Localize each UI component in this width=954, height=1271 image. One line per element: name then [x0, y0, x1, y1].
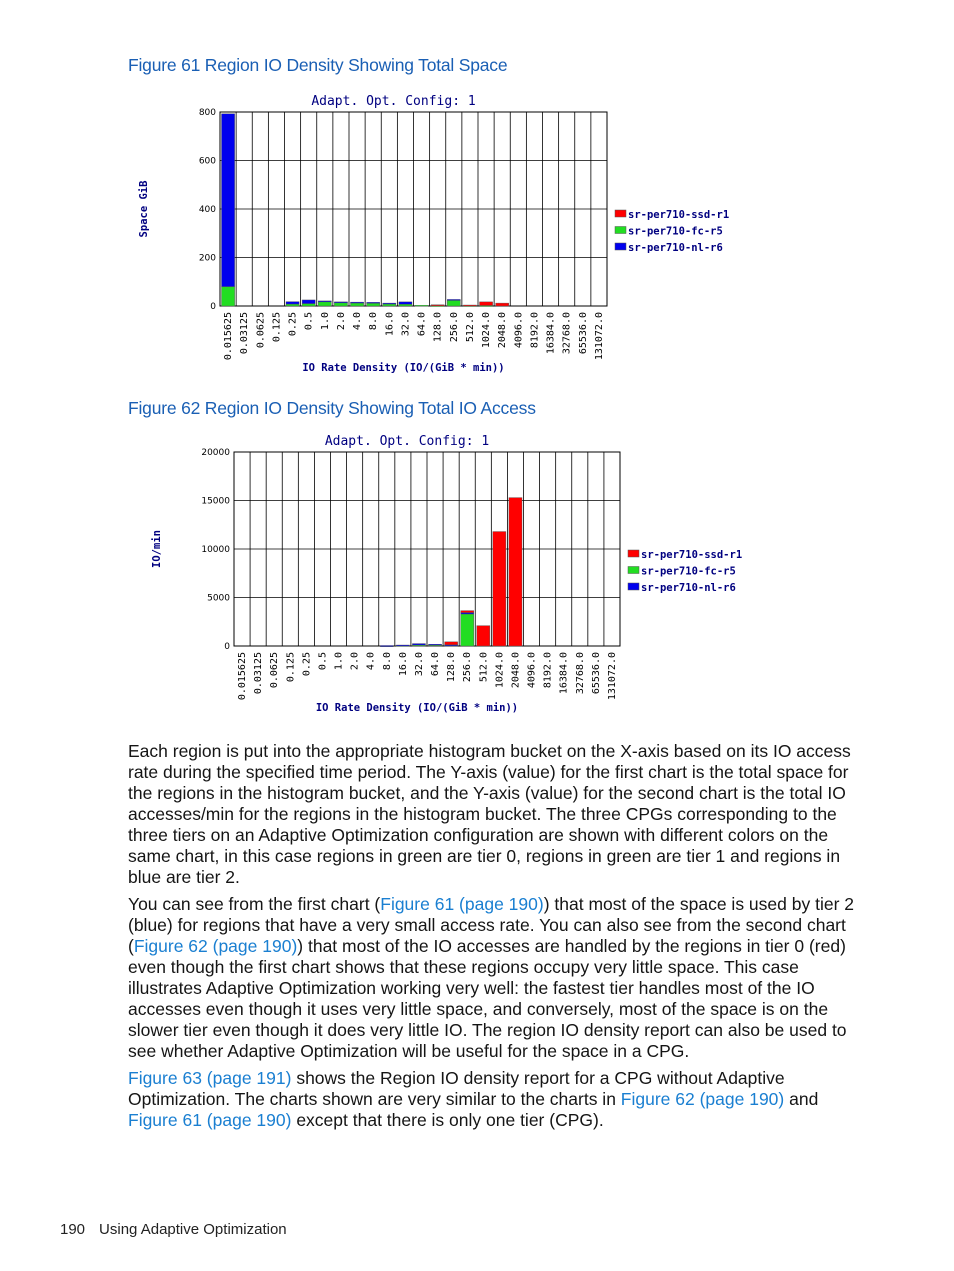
x-tick-label: 131072.0	[593, 312, 605, 361]
x-tick-label: 131072.0	[606, 652, 618, 701]
legend-label: sr-per710-ssd-r1	[628, 209, 730, 221]
legend-swatch	[628, 550, 639, 557]
bar-segment	[380, 646, 393, 647]
x-tick-label: 8192.0	[542, 652, 554, 689]
y-tick-label: 800	[198, 108, 216, 118]
figure-61-caption: Figure 61 Region IO Density Showing Total Space	[128, 55, 508, 75]
x-tick-label: 32.0	[400, 312, 412, 337]
x-tick-label: 0.015625	[223, 312, 235, 361]
cross-reference-link[interactable]: Figure 62 (page 190)	[133, 936, 298, 956]
x-tick-label: 64.0	[430, 652, 442, 677]
chart-title: Adapt. Opt. Config: 1	[311, 94, 476, 109]
x-tick-label: 32768.0	[561, 312, 573, 355]
x-tick-label: 1.0	[333, 652, 345, 671]
body-text	[128, 741, 870, 1137]
paragraph-text: You can see from the first chart (	[128, 894, 381, 914]
legend-label: sr-per710-nl-r6	[628, 242, 723, 254]
legend-label: sr-per710-ssd-r1	[641, 549, 743, 561]
x-tick-label: 8.0	[381, 652, 393, 671]
paragraph-text: shows the Region IO density report for a CPG without Adaptive Optimization. The charts shown are very similar to the charts in	[128, 1068, 785, 1109]
paragraph-text: except that there is only one tier (CPG).	[291, 1110, 604, 1130]
x-tick-label: 0.125	[271, 312, 283, 343]
page-footer	[60, 1221, 287, 1238]
page-number: 190	[60, 1221, 86, 1238]
x-tick-label: 4096.0	[526, 652, 538, 689]
legend-swatch	[628, 583, 639, 590]
chart-title: Adapt. Opt. Config: 1	[324, 434, 490, 449]
bar-segment	[477, 626, 490, 646]
x-tick-label: 1024.0	[494, 652, 506, 689]
x-tick-label: 4096.0	[513, 312, 525, 349]
y-tick-label: 400	[198, 205, 216, 215]
bar-segment	[461, 614, 474, 646]
x-tick-label: 2.0	[335, 312, 347, 331]
x-tick-label: 256.0	[448, 312, 460, 343]
cross-reference-link[interactable]: Figure 63 (page 191)	[128, 1068, 292, 1088]
x-tick-label: 65536.0	[577, 312, 589, 355]
y-tick-label: 20000	[201, 448, 230, 458]
x-tick-label: 8192.0	[529, 312, 541, 349]
y-tick-label: 200	[198, 253, 216, 264]
x-tick-label: 0.25	[287, 312, 299, 337]
cross-reference-link[interactable]: Figure 62 (page 190)	[620, 1089, 785, 1109]
legend-label: sr-per710-fc-r5	[628, 225, 723, 238]
x-tick-label: 8.0	[368, 312, 380, 331]
legend-label: sr-per710-fc-r5	[641, 565, 736, 578]
x-tick-label: 0.03125	[239, 312, 251, 355]
paragraph	[128, 894, 870, 1062]
footer-section: Using Adaptive Optimization	[99, 1221, 287, 1238]
y-axis-label: Space GiB	[138, 180, 150, 238]
x-tick-label: 16384.0	[558, 652, 570, 695]
bar-segment	[509, 498, 522, 646]
x-tick-label: 64.0	[416, 312, 428, 337]
y-tick-label: 5000	[207, 593, 230, 604]
x-tick-label: 512.0	[464, 312, 476, 343]
bar-segment	[429, 644, 442, 645]
x-tick-label: 256.0	[462, 652, 474, 683]
bar-segment	[412, 644, 425, 645]
paragraph-text: ) that most of the IO accesses are handled by the regions in tier 0 (red) even though the first chart shows that these regions occupy very little space. This case illustrates Adaptive Optimization working very well: the fastest tier handles most of the IO accesses even though it uses very little space, and conversely, most of the space is on the slower tier even though it does very little IO. The region IO density report can also be used to see whether Adaptive Optimization will be useful for the space in a CPG.	[128, 936, 847, 1061]
paragraph-text: ) that most of the space is used by tier 2 (blue) for regions that have a very small access rate. You can also see from the second chart (	[128, 894, 854, 956]
y-tick-label: 0	[224, 642, 230, 652]
paragraph	[128, 1068, 870, 1131]
x-tick-label: 1024.0	[481, 312, 493, 349]
x-tick-label: 4.0	[352, 312, 364, 331]
x-axis-label: IO Rate Density (IO/(GiB * min))	[302, 362, 505, 374]
x-tick-label: 0.0625	[255, 312, 267, 349]
legend-swatch	[628, 567, 639, 574]
x-tick-label: 65536.0	[590, 652, 602, 695]
paragraph-text: Each region is put into the appropriate histogram bucket on the X-axis based on its IO access rate during the specified time period. The Y-axis (value) for the first chart is the total space for the regions in the histogram bucket, and the Y-axis (value) for the second chart is the total IO accesses/min for the regions in the histogram bucket. The three CPGs corresponding to the three tiers on an Adaptive Optimization configuration are shown with different colors on the same chart, in this case regions in green are tier 0, regions in green are tier 1 and regions in blue are tier 2.	[128, 741, 851, 887]
figure-62-caption: Figure 62 Region IO Density Showing Total IO Access	[128, 398, 536, 418]
bar-segment	[461, 613, 474, 614]
x-tick-label: 32.0	[413, 652, 425, 677]
x-axis-label: IO Rate Density (IO/(GiB * min))	[315, 702, 519, 714]
legend-label: sr-per710-nl-r6	[641, 582, 736, 594]
x-tick-label: 128.0	[446, 652, 458, 683]
paragraph-text: and	[784, 1089, 819, 1109]
y-tick-label: 10000	[201, 545, 230, 555]
x-tick-label: 2048.0	[497, 312, 509, 349]
bar-segment	[493, 532, 506, 646]
y-tick-label: 600	[198, 156, 216, 167]
y-tick-label: 0	[210, 302, 216, 312]
y-tick-label: 15000	[201, 496, 230, 507]
x-tick-label: 0.25	[301, 652, 313, 677]
x-tick-label: 32768.0	[574, 652, 586, 695]
x-tick-label: 0.03125	[253, 652, 265, 695]
x-tick-label: 4.0	[365, 652, 377, 671]
bar-segment	[445, 642, 458, 645]
paragraph	[128, 741, 870, 888]
cross-reference-link[interactable]: Figure 61 (page 190)	[380, 894, 544, 914]
x-tick-label: 128.0	[432, 312, 444, 343]
x-tick-label: 16384.0	[545, 312, 557, 355]
bar-segment	[461, 611, 474, 613]
x-tick-label: 2.0	[349, 652, 361, 671]
x-tick-label: 2048.0	[510, 652, 522, 689]
y-axis-label: IO/min	[151, 530, 163, 568]
x-tick-label: 1.0	[319, 312, 331, 331]
x-tick-label: 0.5	[303, 312, 315, 331]
x-tick-label: 16.0	[384, 312, 396, 337]
x-tick-label: 512.0	[478, 652, 490, 683]
x-tick-label: 16.0	[397, 652, 409, 677]
x-tick-label: 0.125	[285, 652, 297, 683]
x-tick-label: 0.5	[317, 652, 329, 671]
cross-reference-link[interactable]: Figure 61 (page 190)	[128, 1110, 292, 1130]
x-tick-label: 0.015625	[237, 652, 249, 701]
bar-segment	[396, 645, 409, 646]
x-tick-label: 0.0625	[269, 652, 281, 689]
